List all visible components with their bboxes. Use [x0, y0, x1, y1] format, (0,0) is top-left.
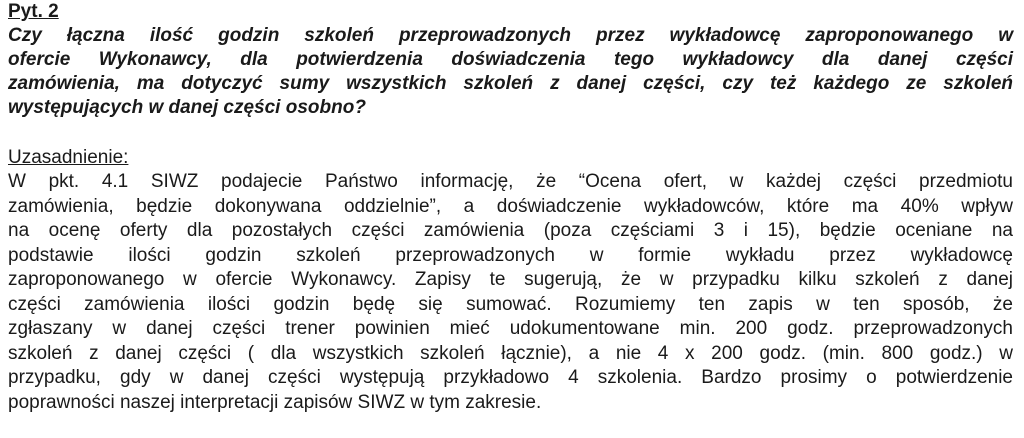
justification-line: zamówienia, będzie dokonywana oddzielnie”, a doświadczenie wykładowców, które ma 40% wpływ — [8, 195, 1013, 217]
justification-line: części zamówienia ilości godzin będę się sumować. Rozumiemy ten zapis w ten sposób, że — [8, 293, 1013, 315]
justification-line: zgłaszany w danej części trener powinien mieć udokumentowane min. 200 godz. przeprowadzonych — [8, 318, 1013, 339]
justification-line: przypadku, gdy w danej części występują przykładowo 4 szkolenia. Bardzo prosimy o potwierdzenie — [8, 367, 1013, 388]
question-line: występujących w danej części osobno? — [8, 97, 366, 118]
question-number: Pyt. 2 — [8, 1, 59, 22]
document — [8, 0, 1013, 415]
question-line: ofercie Wykonawcy, dla potwierdzenia doświadczenia tego wykładowcy dla danej części — [8, 49, 1013, 70]
justification-text — [8, 170, 1013, 415]
justification-line: podstawie ilości godzin szkoleń przeprowadzonych w formie wykładu przez wykładowcę — [8, 244, 1013, 266]
justification-line: szkoleń z danej części ( dla wszystkich szkoleń łącznie), a nie 4 x 200 godz. (min. 800 godz.) w — [8, 342, 1013, 364]
justification-line: W pkt. 4.1 SIWZ podajecie Państwo informację, że “Ocena ofert, w każdej części przedmiotu — [8, 171, 1013, 192]
justification-line: poprawności naszej interpretacji zapisów SIWZ w tym zakresie. — [8, 391, 542, 413]
question-line: zamówienia, ma dotyczyć sumy wszystkich szkoleń z danej części, czy też każdego ze szkoleń — [8, 73, 1013, 94]
question-line: Czy łączna ilość godzin szkoleń przeprowadzonych przez wykładowcę zaproponowanego w — [8, 25, 1013, 46]
justification-line: zaproponowanego w ofercie Wykonawcy. Zapisy te sugerują, że w przypadku kilku szkoleń z danej — [8, 269, 1013, 290]
justification-label: Uzasadnienie: — [8, 147, 129, 168]
question-text — [8, 24, 1013, 120]
justification-line: na ocenę oferty dla pozostałych części zamówienia (poza częściami 3 i 15), będzie oceniane na — [8, 220, 1013, 241]
section-spacer — [8, 120, 1013, 146]
